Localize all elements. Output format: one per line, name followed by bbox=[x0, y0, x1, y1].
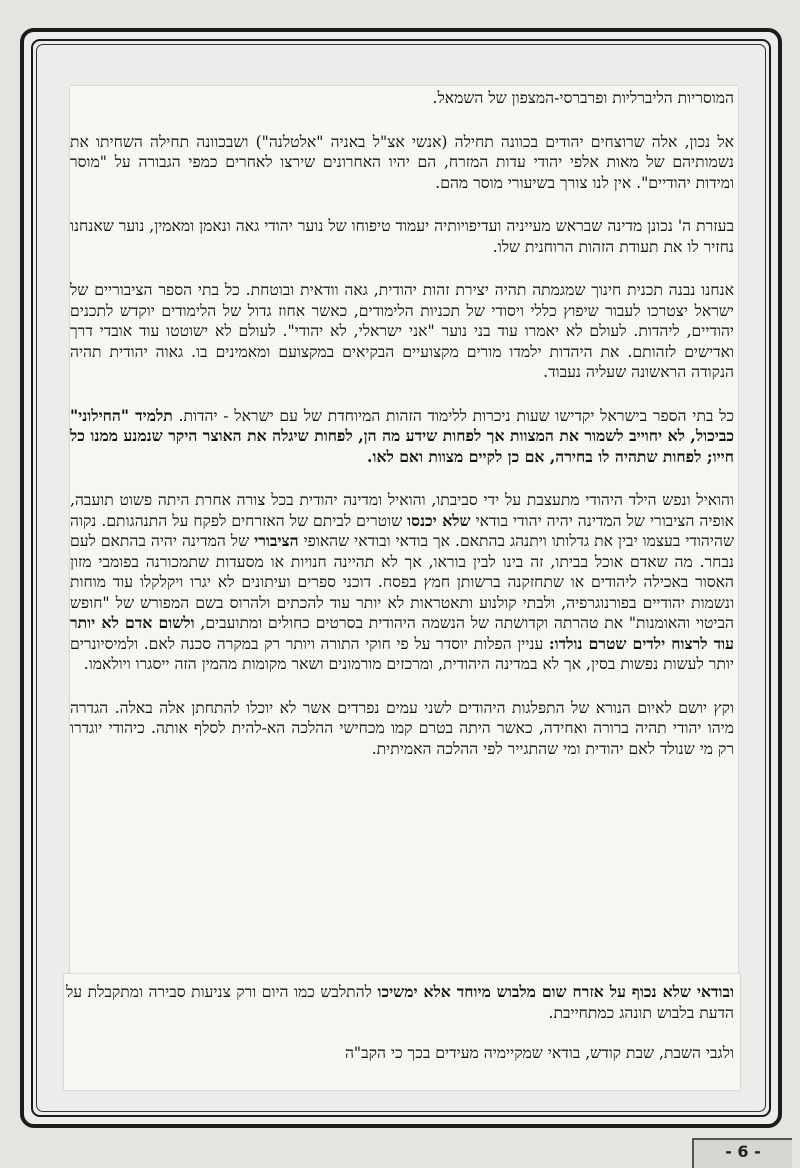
paragraph-8 bbox=[66, 982, 734, 1023]
paragraph-6-emphasis-1: שלא יכנסו bbox=[407, 510, 471, 530]
paragraph-6-part-e: של המדינה יהיה בהתאם לעם נבחר. מה שאדם אוכל בביתו, זה בינו לבין בוראו, אך לא תהיינה חנויות או מסעדות שתמכורנה בפומבי מזון האסור באכילה ליהודים או שתחזקנה ברשותן חמץ בפסח. דוכני ספרים ועיתונים לא יגרו ויקלקלו עוד מוחות ונשמות יהודיים בפורנוגרפיה, ולבתי קולנוע ותאטראות לא יותר עוד להכתים ולהרוס בשם המפורש של "חופש הביטוי והאומנות" את טהרתה וקדושתה של הנשמה היהודית בסרטים כחולים ומתועבים, bbox=[70, 532, 734, 632]
paragraph-6-emphasis-2: הציבורי bbox=[254, 531, 299, 550]
paragraph-3: בעזרת ה' נכונן מדינה שבראש מעייניה ועדיפויותיה יעמוד טיפוחו של נוער יהודי גאה ונאמן ומאמין, נוער שאנחנו נחזיר לו את תעודת הזהות הרוחנית שלו. bbox=[70, 217, 734, 256]
paragraph-9: ולגבי השבת, שבת קודש, בודאי שמקיימיה מעידים בכך כי הקב"ה bbox=[344, 1044, 734, 1062]
paragraph-1: המוסריות הליברליות ופרברסי-המצפון של השמאל. bbox=[432, 89, 734, 107]
paragraph-6-part-b1: בודאי bbox=[475, 511, 509, 530]
paragraph-2: אל נכון, אלה שרוצחים יהודים בכוונה תחילה (אנשי אצ"ל באניה "אלטלנה") ושבכוונה תחילה השחיתו את נשמותיהם של מאות אלפי יהודי עדות המזרח, הם יהיו האחרונים שירצו לאחרים כמפי הגבורה על "מוסר ומידות יהודיים". אין לנו צורך בשיעורי מוסר מהם. bbox=[70, 132, 734, 192]
paragraph-8-bold: ובודאי שלא נכוף על אזרח שום מלבוש מיוחד אלא ימשיכו bbox=[377, 982, 734, 1001]
paragraph-8-plain: להתלבש כמו היום ורק צניעות סבירה ומתקבלת על הדעת בלבוש תונהג כמתחייבת. bbox=[66, 983, 734, 1022]
document-body-bottom bbox=[66, 982, 734, 1084]
paragraph-5-plain: כל בתי הספר בישראל יקדישו שעות ניכרות ללימוד הזהות המיוחדת של עם ישראל - יהדות. bbox=[178, 406, 734, 425]
paragraph-6 bbox=[70, 490, 734, 675]
paragraph-4: אנחנו נבנה תכנית חינוך שמגמתה תהיה יצירת זהות יהודית, גאה וודאית ובוטחת. כל בתי הספר הציבוריים של ישראל יצטרכו לעבור שיפוץ כללי ויסודי של תכניות הלימודים, כאשר אחוז גדול של הלימודים יוקדש לתכנים יהודיים, ליהדות. לעולם לא יאמרו עוד בני נוער "אני ישראלי, לא יהודי". לעולם לא ישוטטו עוד אובדי דרך ואדישים לזהותם. את היהדות ילמדו מורים מקצועיים הבקיאים במקצועם ומאמינים בו. גאוה יהודית תהיה הנקודה הראשונה שעליה נעבוד. bbox=[70, 281, 734, 381]
page-number: - 6 - bbox=[692, 1138, 792, 1168]
paragraph-6-part-a: והואיל ונפש הילד היהודי מתעצבת על ידי סביבתו, והואיל ומדינה יהודית בכל צורה אחרת היתה פשוט תועבה, אופיה הציבורי של המדינה יהיה יהודי bbox=[70, 491, 734, 530]
paragraph-5-bold: תלמיד "החילוני" כביכול, לא יחוייב לשמור את המצוות אך לפחות שידע מה הן, לפחות שיגלה את האוצר היקר שנמנע ממנו כל חייו; לפחות שתהיה לו בחירה, אם כן לקיים מצוות ואם לאו. bbox=[70, 405, 734, 466]
paragraph-6-emphasis-3: ולשום אדם לא יותר עוד לרצוח ילדים שטרם נולדו: bbox=[70, 613, 734, 653]
paragraph-6-part-c: שוטרים לביתם של האזרחים לפקח על התנהגותם. נקוה שהיהודי בעצמו יבין את גדלותו ויתנהג בהתאם. אך בודאי ובודאי שהאופי bbox=[70, 511, 734, 550]
paragraph-6-part-g: עניין הפלות יוסדר על פי חוקי התורה ויותר רק במקרה סכנה לאם. ולמיסיונרים יותר לעשות נפשות בסין, אך לא במדינה היהודית, ומרכזים מורמונים ושאר מקומות מהמין הזה ייסגרו ויולאמו. bbox=[70, 634, 734, 673]
paragraph-7: וקץ יושם לאיום הנורא של התפלגות היהודים לשני עמים נפרדים אשר לא יוכלו להתחתן אלה באלה. הגדרה מיהו יהודי תהיה ברורה ואחידה, כאשר היתה בטרם קמו מכחישי ההלכה הא-להית לסלף אותה. כיהודי יוגדרו רק מי שנולד לאם יהודית ומי שהתגייר לפי ההלכה האמיתית. bbox=[70, 698, 734, 758]
paragraph-5 bbox=[70, 406, 734, 468]
document-body bbox=[70, 88, 734, 759]
